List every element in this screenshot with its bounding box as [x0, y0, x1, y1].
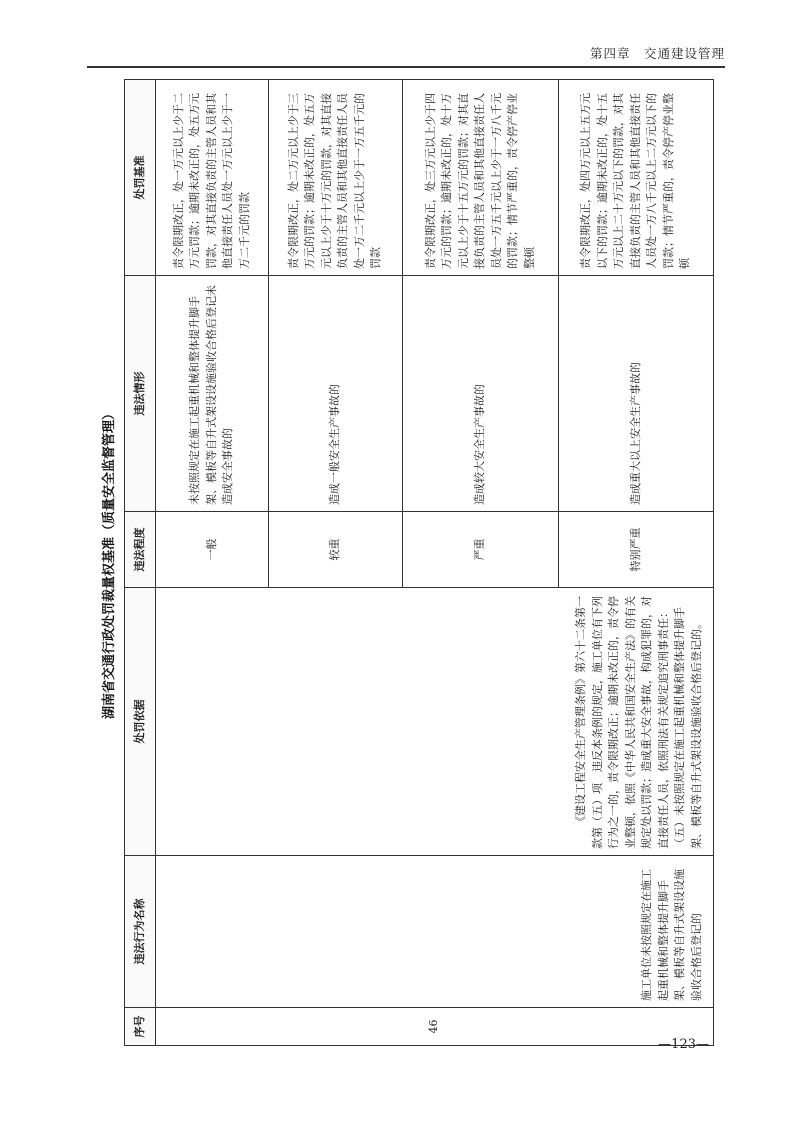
col-header-basis: 处罚依据: [125, 588, 156, 856]
standard-cell: 责令限期改正，处二万元以上少于三万元的罚款；逾期未改正的，处五万元以上少于十万元的罚款，对其直接负责的主管人员和其他直接责任人员处一万二千元以上少于一万五千元的罚款: [268, 80, 402, 276]
standard-cell: 责令限期改正，处一万元以上少于二万元罚款；逾期未改正的，处五万元罚款，对其直接负责的主管人员和其他直接责任人员处一万元以上少于一万二千元的罚款: [156, 80, 269, 276]
col-header-degree: 违法程度: [125, 512, 156, 588]
table-header-row: [125, 80, 156, 1046]
penalty-standard-table: [124, 79, 714, 1046]
violation-name: 施工单位未按照规定在施工起重机械和整体提升脚手架、模板等自升式架设设施验收合格后登记的: [156, 856, 714, 1008]
situation-cell: 造成重大以上安全生产事故的: [558, 276, 714, 512]
header-rule: [87, 66, 725, 68]
degree-cell: 严重: [403, 512, 558, 588]
situation-cell: 未按照规定在施工起重机械和整体提升脚手架、模板等自升式架设设施验收合格后登记未造成安全事故的: [156, 276, 269, 512]
col-header-name: 违法行为名称: [125, 856, 156, 1008]
table-row: [156, 80, 269, 1046]
situation-cell: 造成一般安全生产事故的: [268, 276, 402, 512]
table-title: 湖南省交通行政处罚裁量权基准（质量安全监督管理）: [102, 407, 117, 720]
col-header-situation: 违法情形: [125, 276, 156, 512]
basis-paragraph-2: （五）未按照规定在施工起重机械和整体提升脚手架、模板等自升式架设设施验收合格后登记的。: [673, 607, 703, 849]
item-seq: 46: [156, 1008, 714, 1046]
basis-paragraph-1: 《建设工程安全生产管理条例》第六十二条第一款第（五）项 违反本条例的规定，施工单位有下列行为之一的，责令限期改正；逾期未改正的，责令停业整顿，依照《中华人民共和国安全生产法》的有关规定处以罚款；造成重大安全事故，构成犯罪的，对直接责任人员，依照刑法有关规定追究刑事责任：: [574, 596, 670, 849]
situation-cell: 造成较大安全生产事故的: [403, 276, 558, 512]
col-header-standard: 处罚基准: [125, 80, 156, 276]
chapter-header: 第四章 交通建设管理: [589, 46, 725, 61]
degree-cell: 一般: [156, 512, 269, 588]
col-header-seq: 序号: [125, 1008, 156, 1046]
degree-cell: 较重: [268, 512, 402, 588]
degree-cell: 特别严重: [558, 512, 714, 588]
standard-cell: 责令限期改正，处三万元以上少于四万元的罚款；逾期未改正的，处十万元以上少于十五万元的罚款；对其直接负责的主管人员和其他直接责任人员处一万五千元以上少于一万八千元的罚款；情节严重的，责令停产停业整顿: [403, 80, 558, 276]
rotated-table-container: [96, 80, 716, 1046]
standard-cell: 责令限期改正，处四万元以上五万元以下的罚款；逾期未改正的，处十五万元以上二十万元以下的罚款，对其直接负责的主管人员和其他直接责任人员处一万八千元以上二万元以下的罚款；情节严重的，责令停产停业整顿: [558, 80, 714, 276]
penalty-basis: [156, 588, 714, 856]
page-number: —123—: [658, 1037, 709, 1052]
